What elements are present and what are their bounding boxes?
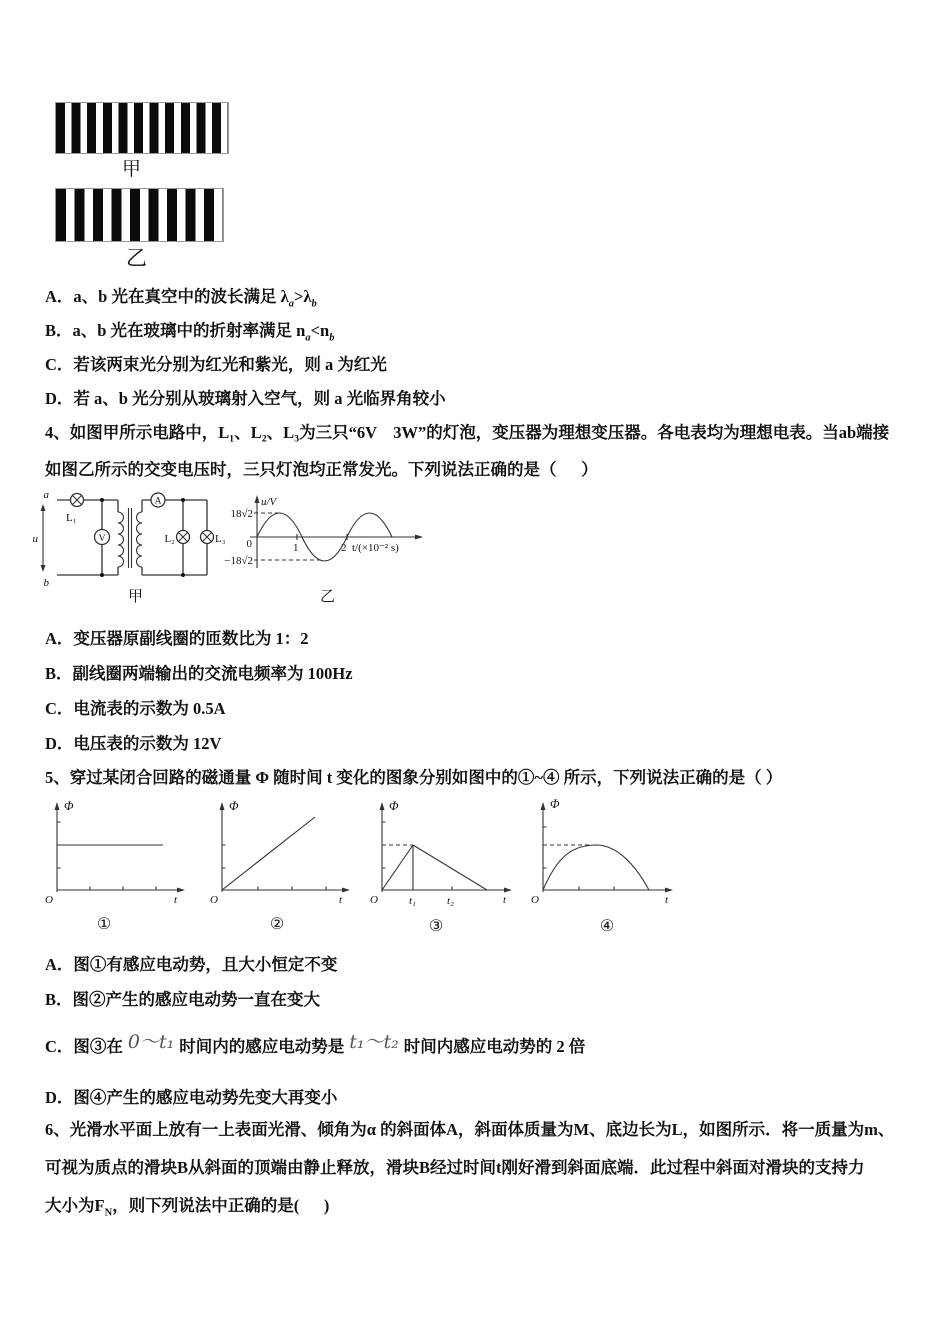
g3-phi-label: Φ [389,799,399,813]
g3-triangle-flux-line [382,845,487,890]
g2-t-label: t [339,894,343,906]
wave-caption: 乙 [320,589,336,605]
g3-number: ③ [428,918,444,935]
wave-zero-label: 0 [246,538,252,550]
u-label: u [32,533,38,545]
wave-vmax-label: 18√2 [230,508,253,520]
wave-y-arrow [255,495,260,503]
g3-y-arrow [380,802,385,810]
g1-t-label: t [174,894,178,906]
terminal-a-label: a [43,489,49,501]
g3-x-arrow [504,888,512,893]
g2-linear-flux-line [222,817,315,890]
q5-option-d: D．图④产生的感应电动势先变大再变小 [45,1088,338,1107]
math-interval-t1-t2: t₁～t₂ [349,1031,399,1053]
math-interval-0-t1: 0～t₁ [127,1031,175,1053]
lamp-L1-label: L₁ [66,512,77,524]
g1-phi-label: Φ [64,799,74,813]
voltmeter-letter: V [98,534,106,544]
g2-phi-label: Φ [229,799,239,813]
transformer-core [129,508,132,568]
terminal-b-label: b [43,577,49,589]
wave-vmin-label: −18√2 [224,555,253,567]
q5-option-a: A．图①有感应电动势，且大小恒定不变 [45,955,338,974]
g3-origin-label: O [370,894,378,906]
g3-t2-label: t₂ [447,895,454,907]
wave-tick-1: 1 [293,542,299,554]
q3-option-c: C．若该两束光分别为红光和紫光，则 a 为红光 [45,355,387,374]
q4-stem-line1: 4、如图甲所示电路中，L₁、L₂、L₃为三只“6V 3W”的灯泡，变压器为理想变压器。各电表均为理想电表。当ab端接 [45,423,890,442]
u-arrow-up [41,504,46,511]
secondary-coil [137,512,143,567]
q5-figure [40,795,690,940]
q4-figure [32,486,448,608]
g1-y-arrow [55,802,60,810]
g1-x-arrow [177,888,185,893]
q4-option-c: C．电流表的示数为 0.5A [45,699,226,718]
g4-y-arrow [541,802,546,810]
q3-option-b: B．a、b 光在玻璃中的折射率满足 $n_a<n_b$ [45,321,335,344]
g4-phi-label: Φ [550,797,560,811]
g3-t1-label: t₁ [409,895,416,907]
pattern-yi-caption: 乙 [126,246,147,270]
junction-dot [100,498,104,502]
g3-ticks [382,822,452,890]
g2-number: ② [269,916,285,933]
circuit-caption: 甲 [128,589,144,605]
interference-pattern-jia [55,102,229,154]
g4-parabolic-flux-line [543,845,649,890]
q3-option-d: D．若 a、b 光分别从玻璃射入空气，则 a 光临界角较小 [45,389,446,408]
lamp-L3-label: L₃ [215,533,226,545]
q4-option-a: A．变压器原副线圈的匝数比为 1：2 [45,629,309,648]
q5-stem: 5、穿过某闭合回路的磁通量 Φ 随时间 t 变化的图象分别如图中的①~④ 所示，下列说法正确的是（ ） [45,768,783,787]
g3-t-label: t [503,894,507,906]
g2-x-arrow [342,888,350,893]
primary-coil [118,512,124,567]
junction-dot [181,573,185,577]
q6-stem-line2: 可视为质点的滑块B从斜面的顶端由静止释放，滑块B经过时间t刚好滑到斜面底端．此过程中斜面对滑块的支持力 [45,1158,865,1177]
q4-stem-line2: 如图乙所示的交变电压时，三只灯泡均正常发光。下列说法正确的是（ ） [45,460,598,479]
q6-stem-line1: 6、光滑水平面上放有一上表面光滑、倾角为α 的斜面体A，斜面体质量为M、底边长为L，如图所示．将一质量为m、 [45,1120,895,1139]
q4-option-b: B．副线圈两端输出的交流电频率为 100Hz [45,664,353,683]
g2-origin-label: O [210,894,218,906]
wave-y-label: u/V [261,496,277,508]
wave-tick-2: 2 [341,542,347,554]
lamp-L2-label: L₂ [164,533,175,545]
q5-option-c: C．图③在 0～t₁ 时间内的感应电动势是 t₁～t₂ 时间内感应电动势的 2 倍 [45,1031,586,1056]
g1-ticks [57,822,156,890]
g1-number: ① [96,916,112,933]
g4-t-label: t [665,894,669,906]
g2-y-arrow [220,802,225,810]
g1-origin-label: O [45,894,53,906]
pattern-jia-caption: 甲 [122,159,142,180]
u-arrow-down [41,565,46,572]
g2-ticks [222,845,326,890]
g4-x-arrow [665,888,673,893]
wave-x-arrow [415,535,423,540]
q3-option-a: A．a、b 光在真空中的波长满足 $\lambda_a>\lambda_b$ [45,287,317,310]
q5-option-b: B．图②产生的感应电动势一直在变大 [45,990,321,1009]
interference-pattern-yi [55,188,224,242]
q6-stem-line3: 大小为$F_N$，则下列说法中正确的是( ) [45,1196,330,1219]
q4-option-d: D．电压表的示数为 12V [45,734,222,753]
junction-dot [181,498,185,502]
g4-origin-label: O [531,894,539,906]
junction-dot [100,573,104,577]
g4-ticks [543,827,614,890]
g4-number: ④ [599,918,615,935]
wave-x-axis-label: t/(×10⁻² s) [352,542,399,554]
ammeter-letter: A [154,496,162,507]
